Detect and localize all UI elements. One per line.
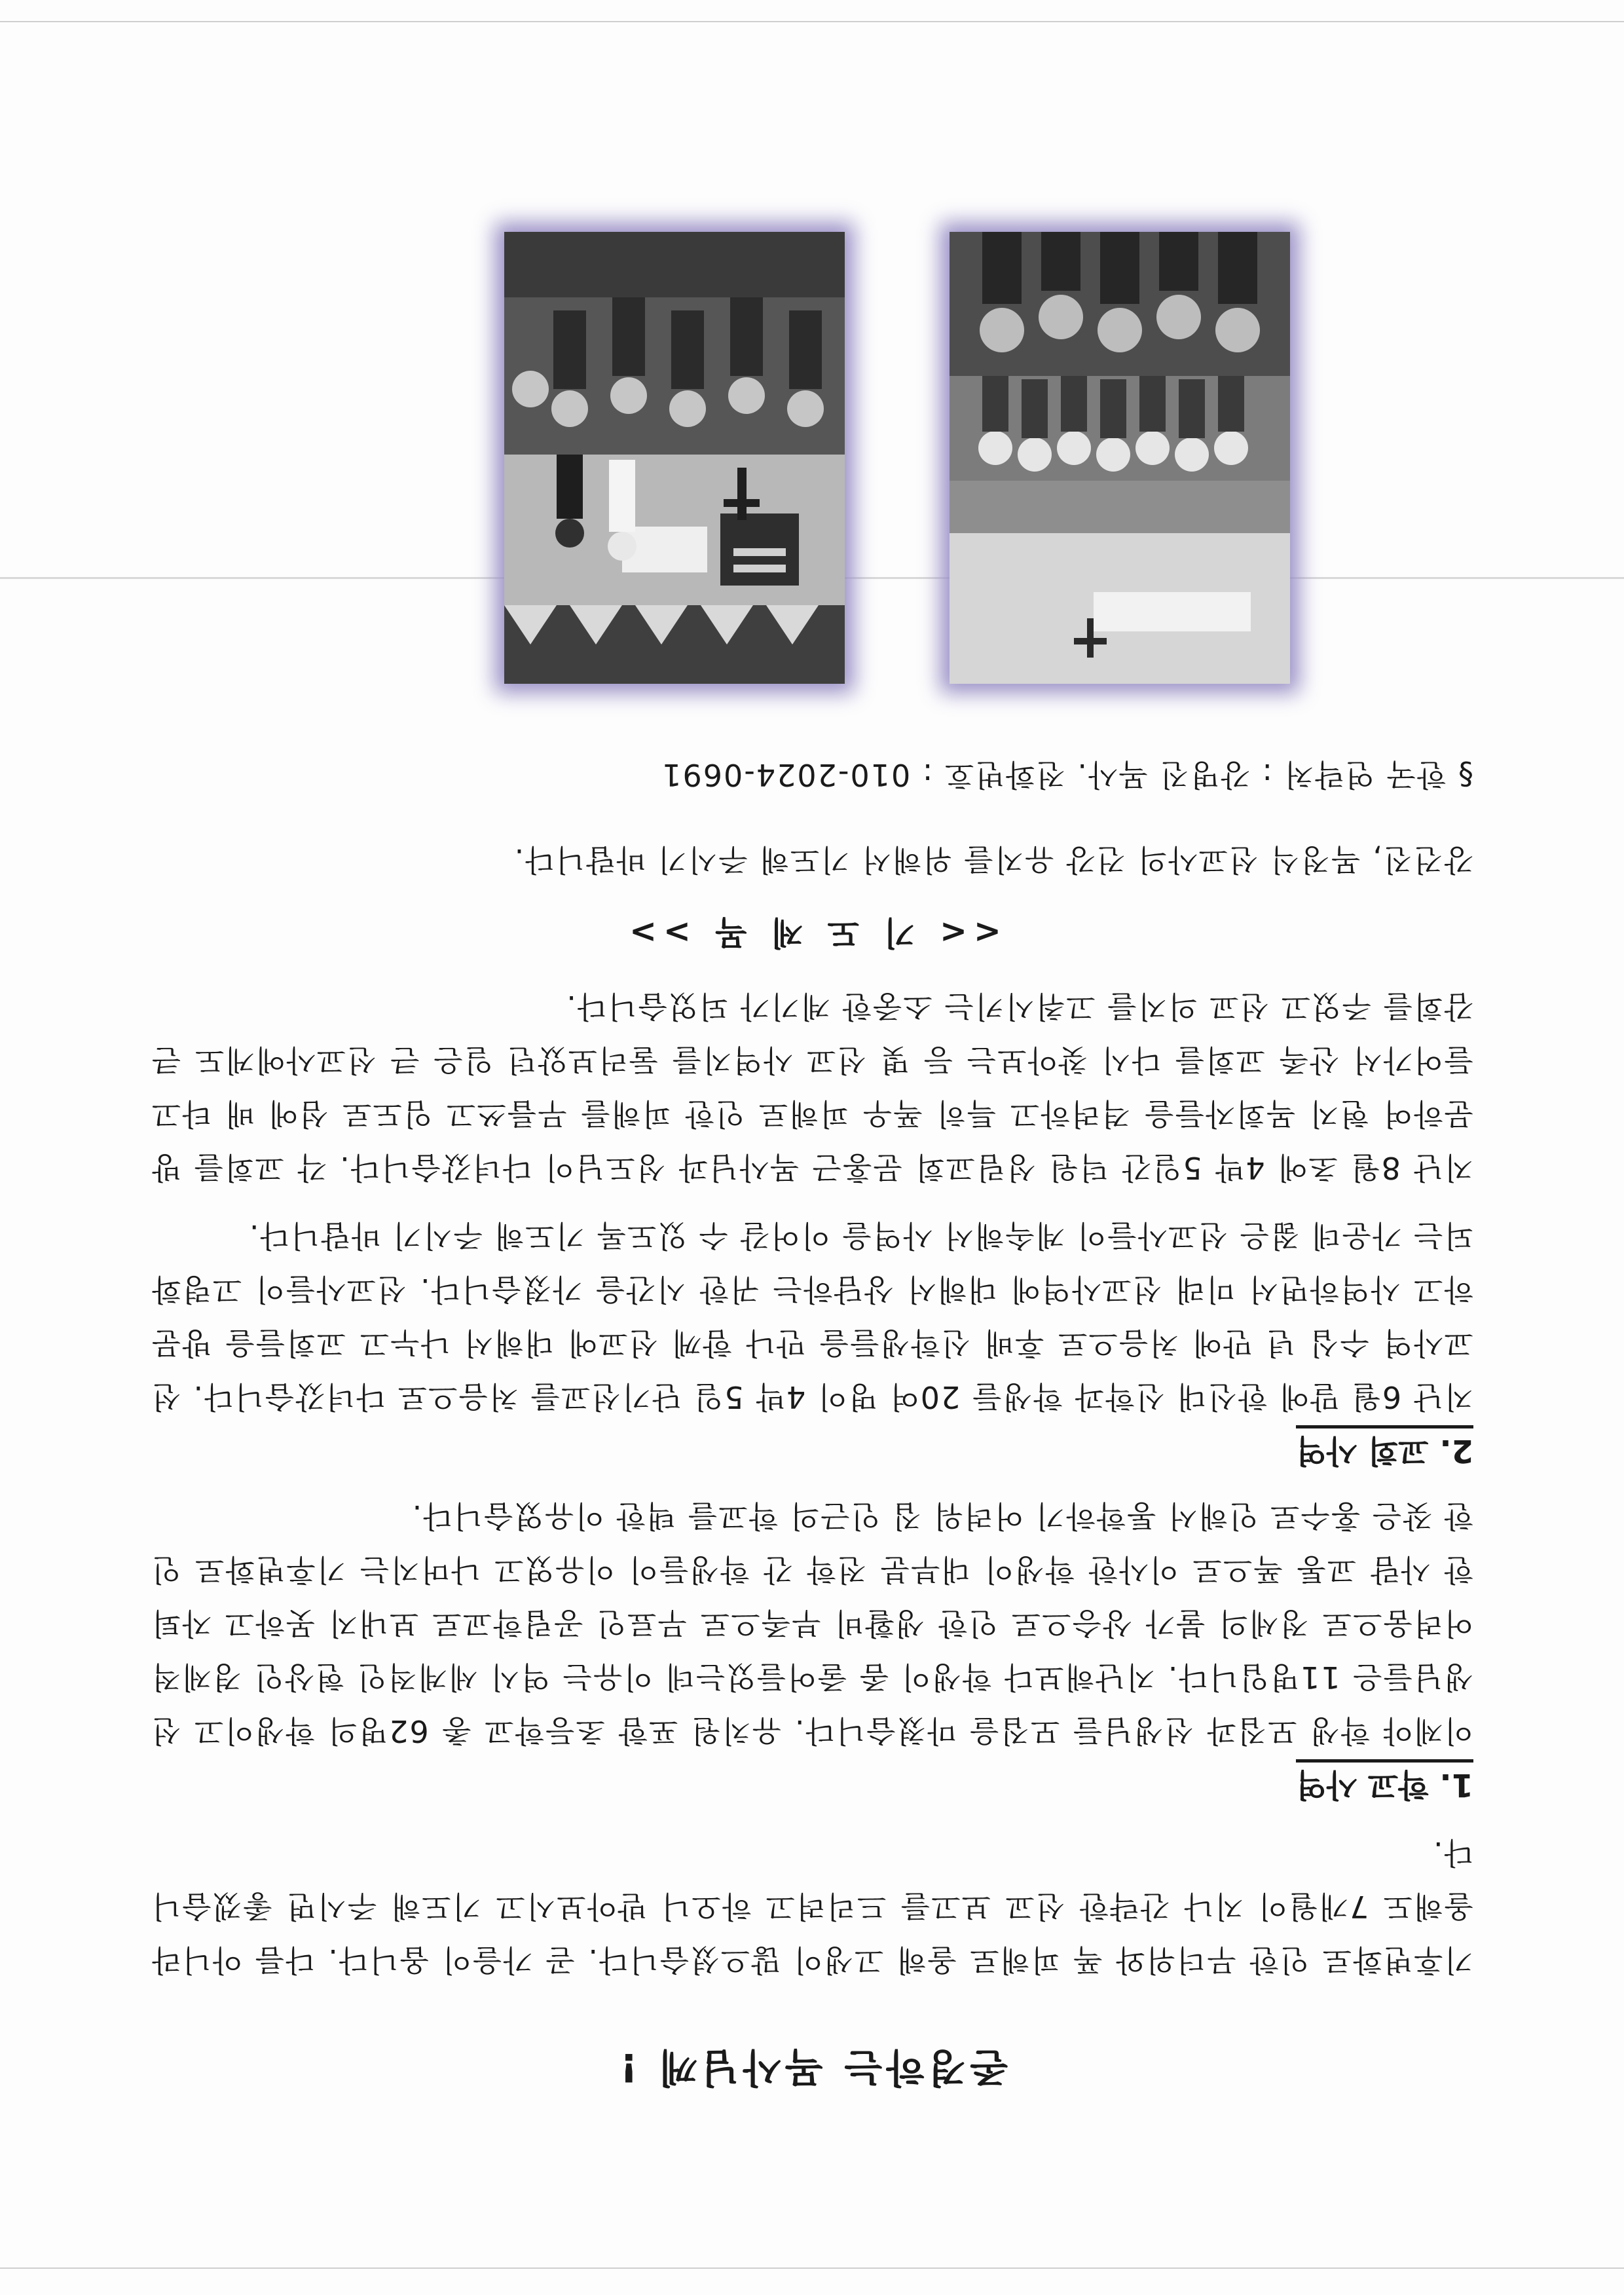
top-edge-line xyxy=(0,2267,1624,2269)
contact-line: § 한국 연락처 : 강명진 목사. 전화번호 : 010-2024-0691 xyxy=(661,757,1473,793)
prayer-heading: << 기 도 제 목 >> xyxy=(623,914,1001,952)
school-section-heading: 1. 학교 사역 xyxy=(1296,1759,1473,1810)
letter-greeting: 존경하는 목사님께 ! xyxy=(616,2044,1008,2090)
church-section-heading: 2. 교회 사역 xyxy=(1296,1425,1473,1476)
church-interior-photo xyxy=(504,232,845,684)
church-group-photo xyxy=(950,232,1290,684)
prayer-body: 강건진, 목정식 선교사의 건강 유지를 위해서 기도해 주시기 바랍니다. xyxy=(513,842,1473,878)
school-section-body: 이제야 학생 모집과 선생님들 모집을 마쳤습니다. 유치원 포함 초등학교 총 62명의 학생이고 선생님들은 11명입니다. 지난해보다 학생이 좀 줄어들었는데 이유는 역시 세계적인 현상인 경제적 어려움으로 정세의 불가 상승으로 인한 생활비 부족으로 무료인 공립학교로 보내지 못하고 자퇴한 사람 교통 폭으로 이사한 학생이 대부분 전학 간 학생들이 이유였고 나머지는 기후변화로 인한 잦은 홍수로 인해서 통학하기 어려워 집 인근의 학교를 택한 이유였습니다. xyxy=(151,1499,1473,1749)
bottom-edge-line xyxy=(0,21,1624,22)
church-section-body-1: 지난 6월 말에 한신대 신학과 학생들 20여 명이 4박 5일 단기선교를 처음으로 다녀갔습니다. 선교사역 수십 년 만에 처음으로 후배 신학생들을 만나 함께 선교에 대해서 나누고 교회들을 방문하고 사역하면서 미래 선교사역에 대해서 상담하는 귀한 시간을 가졌습니다. 선교사들이 고령화되는 가운데 젊은 선교사들이 계속해서 사역을 이어갈 수 있도록 기도해 주시기 바랍니다. xyxy=(151,1218,1473,1415)
church-section-body-2: 지난 8월 초에 4박 5일간 덕원 성림교회 문홍근 목사님과 성도님이 다녀갔습니다. 각 교회를 방문하여 현지 목회자들을 격려하고 특히 폭우 피해로 인한 피해를 무릅쓰고 임도로 섬에 배 타고 들어가서 산족 교회를 다시 찾아보는 등 몇 선교 사역지를 둘러보았던 일은 큰 선교사에게도 큰 감회를 주었고 선교 의지를 고취시키는 소중한 계기가 되었습니다. xyxy=(151,989,1473,1185)
intro-paragraph: 기후변화로 인한 무더위와 폭 피해로 올해 고생이 많으셨습니다. 곧 가을이 옵니다. 다름 아니라 올해도 7개월이 지나 간략한 선교 보고를 드리려고 하오니 받아보시고 기도해 주시면 좋겠습니다. xyxy=(151,1835,1473,1978)
